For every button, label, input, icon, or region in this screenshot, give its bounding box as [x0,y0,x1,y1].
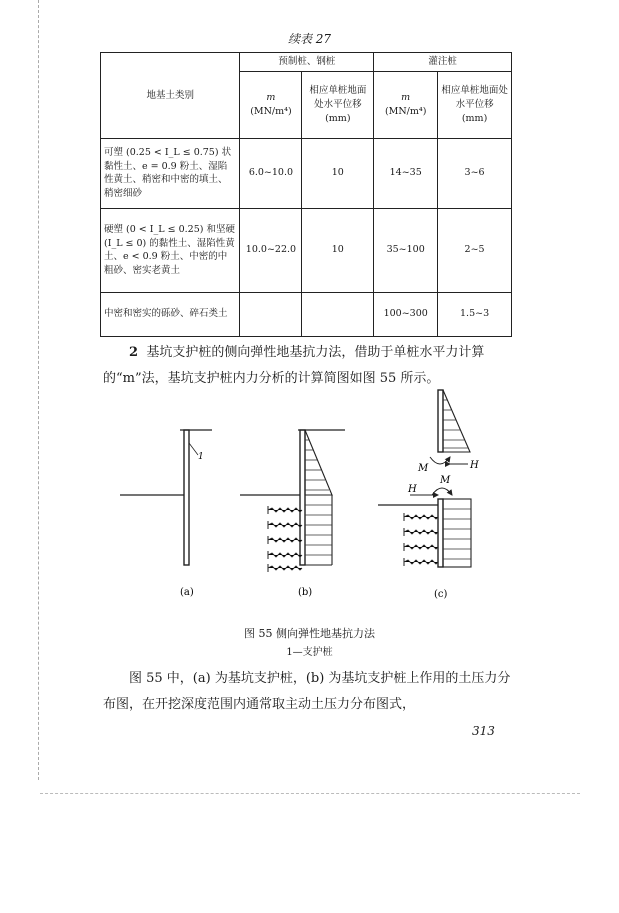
label-b: (b) [298,587,313,598]
figure-note: 1—支护桩 [286,647,333,658]
header-cast-group: 灌注桩 [374,53,512,72]
header-disp-cast: 相应单桩地面处水平位移 (mm) [438,71,512,138]
cell-m-precast: 6.0~10.0 [240,138,302,208]
symbol-M-bottom: M [440,475,451,486]
diagram-a-support-pile [120,430,212,565]
cell-m-precast [240,292,302,336]
symbol-H-bottom: H [408,484,417,495]
diagram-b-pressure-distribution [240,430,345,572]
cell-m-cast: 14~35 [374,138,438,208]
header-precast-group: 预制桩、钢桩 [240,53,374,72]
header-soil-type: 地基土类别 [101,53,240,139]
scan-border-left [38,0,39,780]
cell-m-cast: 100~300 [374,292,438,336]
item-number: 2 [129,345,139,360]
cell-disp-cast: 1.5~3 [438,292,512,336]
table-header-row [101,53,512,72]
cell-soil: 硬塑 (0 < I_L ≤ 0.25) 和坚硬 (I_L ≤ 0) 的黏性土、湿陷性黄土、e < 0.9 粉土、中密的中粗砂、密实老黄土 [101,208,240,292]
paragraph-text: 基坑支护桩的侧向弹性地基抗力法，借助于单桩水平力计算的“m”法，基坑支护桩内力分析的计算简图如图 55 所示。 [103,345,485,386]
cell-disp-precast [302,292,374,336]
cell-m-cast: 35~100 [374,208,438,292]
paragraph-continuation: 图 55 中，(a) 为基坑支护桩，(b) 为基坑支护桩上作用的土压力分布图，在开挖深度范围内通常取主动土压力分布图式， [103,671,511,712]
figure-caption: 图 55 侧向弹性地基抗力法 [244,627,375,640]
cell-m-precast: 10.0~22.0 [240,208,302,292]
cell-soil: 可塑 (0.25 < I_L ≤ 0.75) 状黏性土、e = 0.9 粉土、湿陷性黄土、稍密和中密的填土、稍密细砂 [101,138,240,208]
pile-marker-label: 1 [198,452,204,462]
cell-disp-cast: 3~6 [438,138,512,208]
cell-disp-precast: 10 [302,138,374,208]
table-row [101,138,512,208]
header-disp-precast: 相应单桩地面处水平位移 (mm) [302,71,374,138]
soil-parameter-table [100,52,512,337]
cell-disp-precast: 10 [302,208,374,292]
diagram-c-free-body [378,390,479,567]
table-row [101,292,512,336]
cell-soil: 中密和密实的砾砂、碎石类土 [101,292,240,336]
table-caption: 续表 27 [287,32,332,46]
page-number: 313 [472,724,495,738]
header-m-cast: m (MN/m⁴) [374,71,438,138]
symbol-M-top: M [418,463,429,474]
symbol-H-top: H [470,460,479,471]
table-row [101,208,512,292]
header-m-precast: m (MN/m⁴) [240,71,302,138]
label-c: (c) [434,589,448,600]
label-a: (a) [180,587,194,598]
scan-border-bottom [40,793,580,794]
cell-disp-cast: 2~5 [438,208,512,292]
figure-55-diagram [110,385,510,605]
